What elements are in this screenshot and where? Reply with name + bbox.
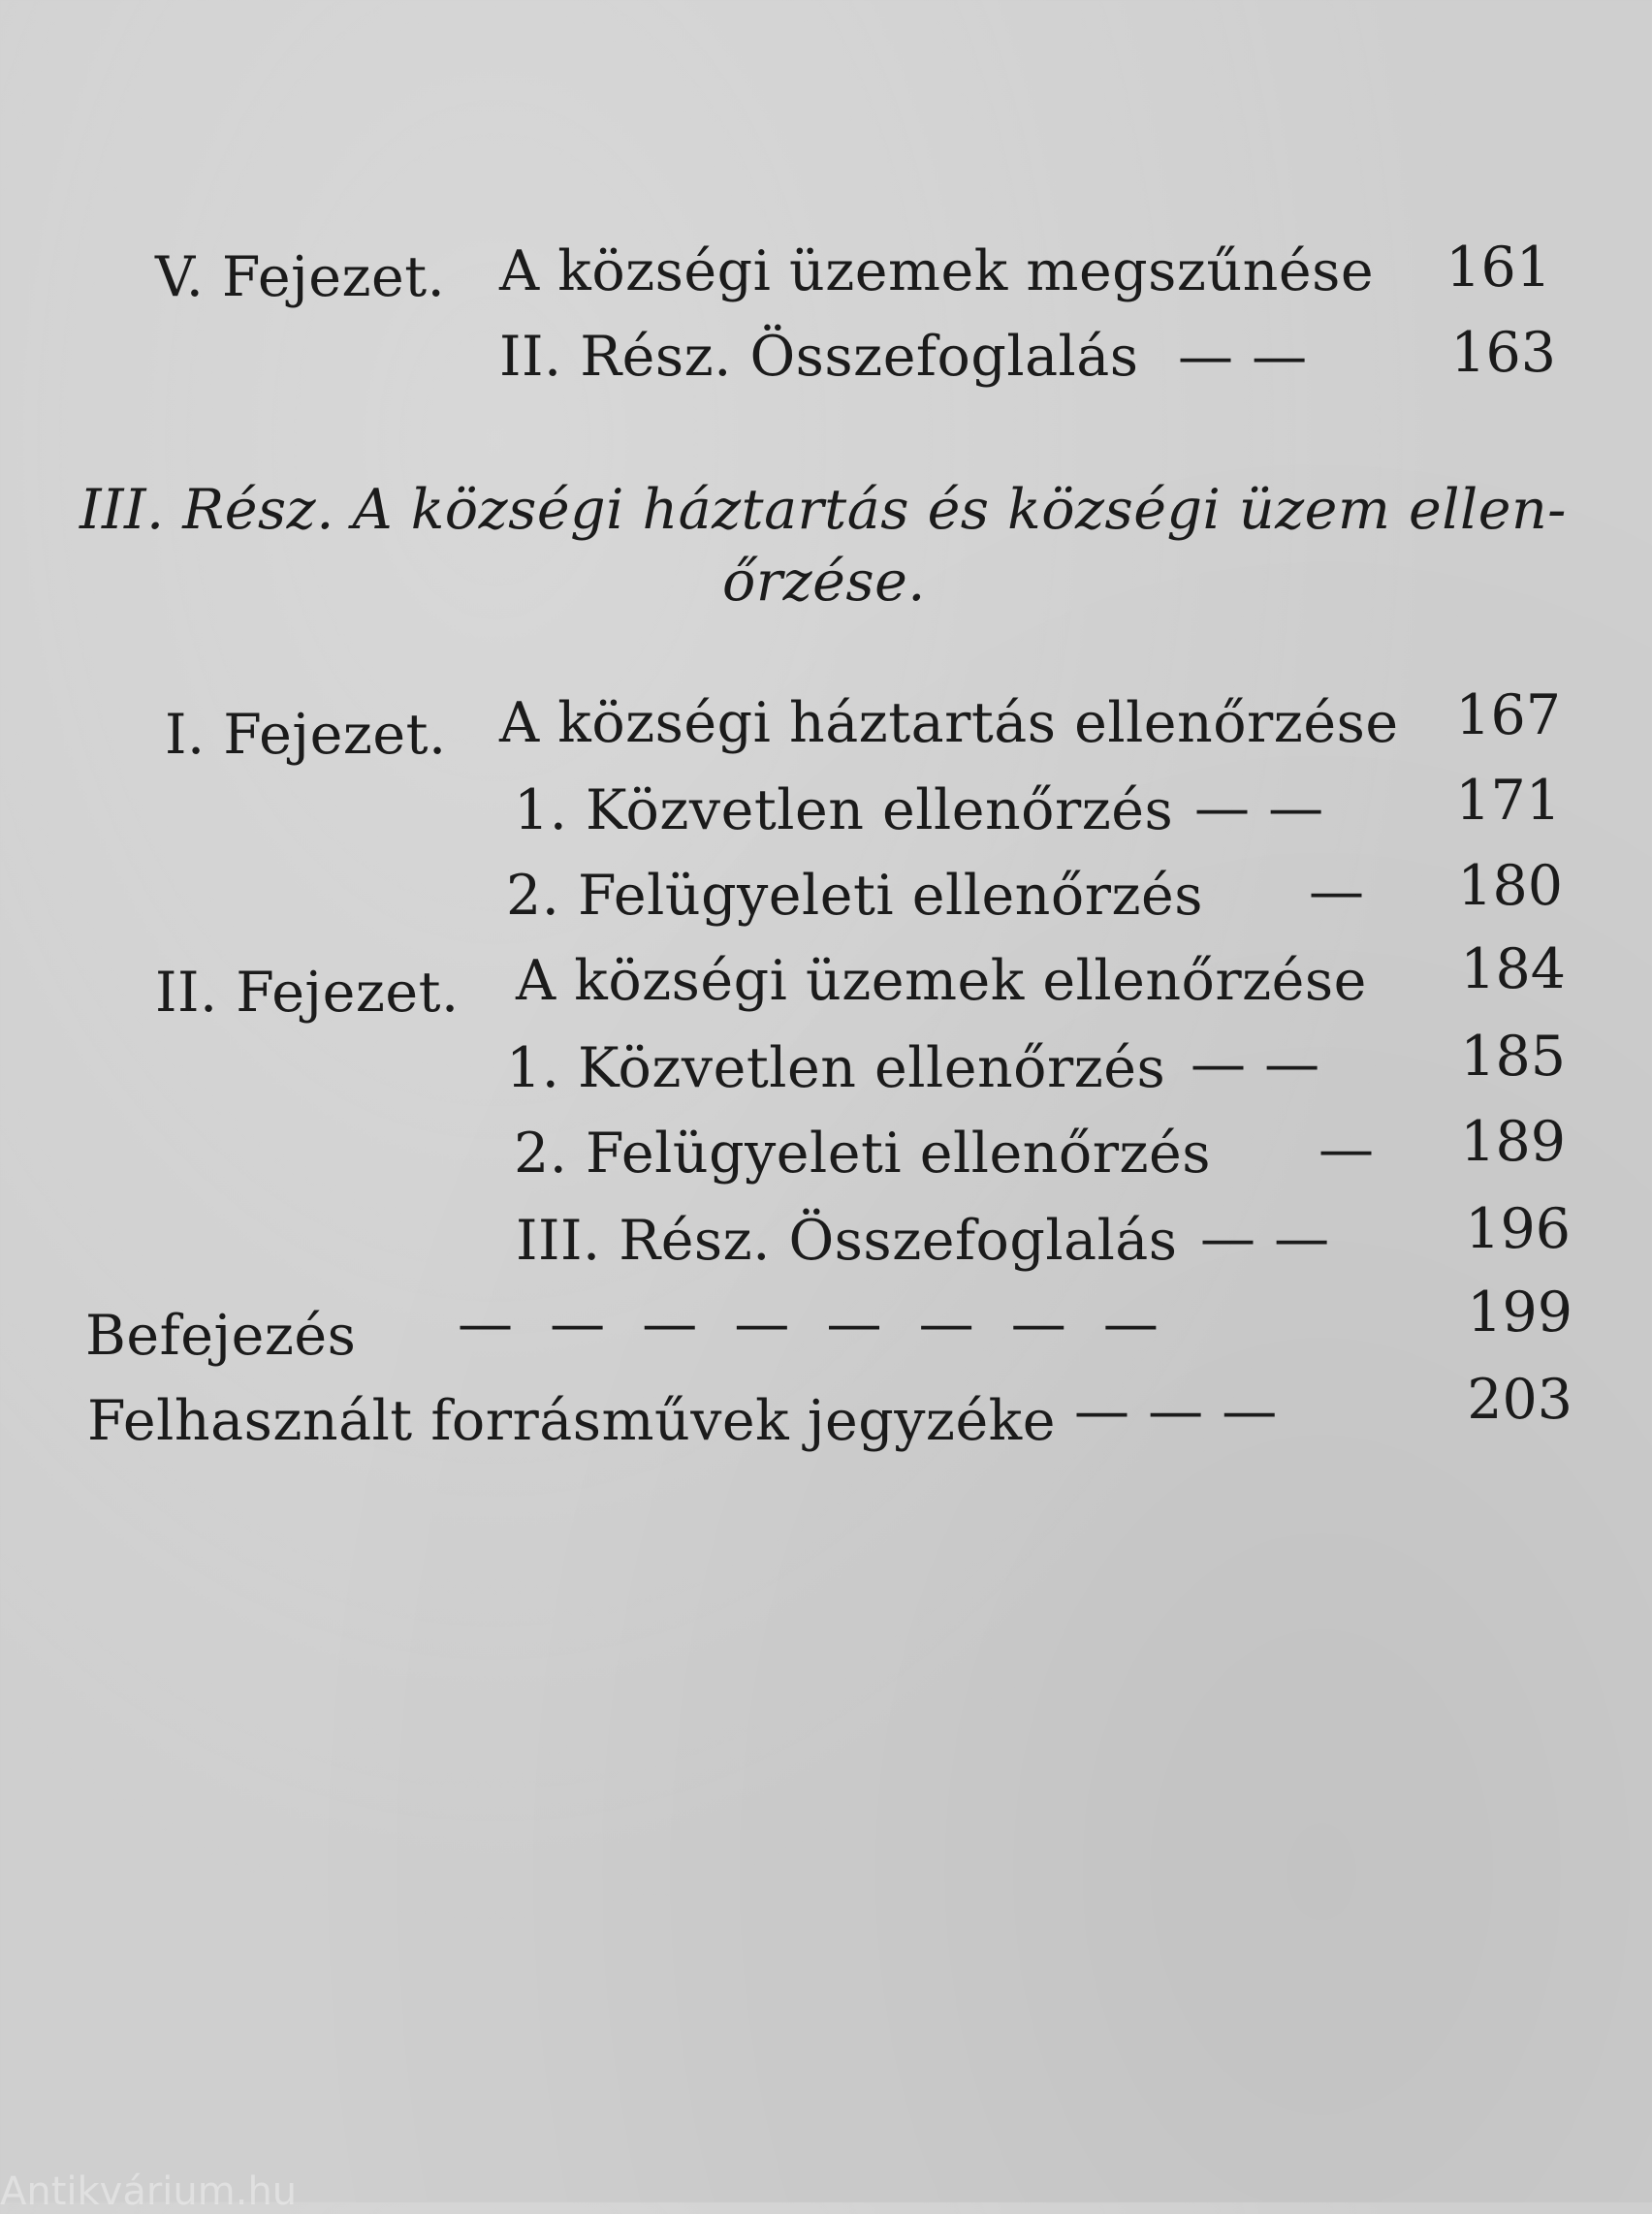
toc-part-3-chapter-2-section-1-page: 185 <box>1460 1025 1566 1089</box>
toc-part-3-chapter-1-section-1-title: 1. Közvetlen ellenőrzés <box>514 778 1174 842</box>
toc-conclusion-page: 199 <box>1467 1281 1573 1344</box>
toc-part-3-heading-line-2: őrzése. <box>722 550 926 614</box>
toc-part-3-chapter-2-page: 184 <box>1460 937 1566 1001</box>
toc-conclusion-title: Befejezés <box>85 1304 357 1368</box>
toc-part-3-chapter-1-section-1-dashes: — — <box>1194 776 1324 840</box>
toc-part-3-chapter-1-section-1-page: 171 <box>1455 769 1561 833</box>
toc-part-3-summary-dashes: — — <box>1200 1207 1330 1271</box>
toc-part-2-summary-page: 163 <box>1450 321 1556 385</box>
toc-part-3-chapter-2-section-2-page: 189 <box>1460 1110 1566 1174</box>
toc-part-3-summary-page: 196 <box>1465 1197 1571 1261</box>
toc-chapter-5-title: A községi üzemek megszűnése <box>499 239 1375 303</box>
toc-part-3-summary-title: III. Rész. Összefoglalás <box>516 1209 1178 1273</box>
toc-sources-dashes: — — — <box>1074 1379 1278 1443</box>
toc-chapter-5-prefix: V. Fejezet. <box>155 245 446 309</box>
toc-part-3-chapter-2-section-2-title: 2. Felügyeleti ellenőrzés <box>514 1122 1211 1186</box>
toc-part-3-chapter-2-title: A községi üzemek ellenőrzése <box>516 949 1367 1013</box>
toc-conclusion-dashes: — — — — — — — — <box>458 1292 1168 1356</box>
toc-part-3-chapter-1-page: 167 <box>1455 683 1561 747</box>
toc-part-3-chapter-2-section-2-dashes: — <box>1318 1118 1375 1182</box>
toc-part-3-chapter-1-prefix: I. Fejezet. <box>165 703 447 767</box>
toc-part-3-chapter-1-section-2-page: 180 <box>1457 854 1563 918</box>
toc-part-3-chapter-1-section-2-dashes: — <box>1309 860 1365 924</box>
toc-part-3-chapter-1-title: A községi háztartás ellenőrzése <box>499 691 1399 755</box>
toc-part-3-chapter-1-section-2-title: 2. Felügyeleti ellenőrzés <box>506 864 1203 928</box>
toc-sources-title: Felhasznált forrásművek jegyzéke <box>87 1389 1056 1453</box>
watermark: Antikvárium.hu <box>0 2169 298 2214</box>
toc-part-3-heading-line-1: III. Rész. A községi háztartás és községi üzem ellen- <box>79 478 1567 542</box>
toc-part-3-chapter-2-section-1-dashes: — — <box>1191 1032 1320 1096</box>
toc-chapter-5-page: 161 <box>1446 236 1551 300</box>
toc-part-3-chapter-2-prefix: II. Fejezet. <box>155 961 460 1025</box>
toc-part-3-chapter-2-section-1-title: 1. Közvetlen ellenőrzés <box>506 1036 1166 1100</box>
toc-part-2-summary-dashes: — — <box>1178 325 1308 389</box>
toc-part-2-summary-title: II. Rész. Összefoglalás <box>499 325 1139 389</box>
toc-sources-page: 203 <box>1467 1368 1573 1432</box>
